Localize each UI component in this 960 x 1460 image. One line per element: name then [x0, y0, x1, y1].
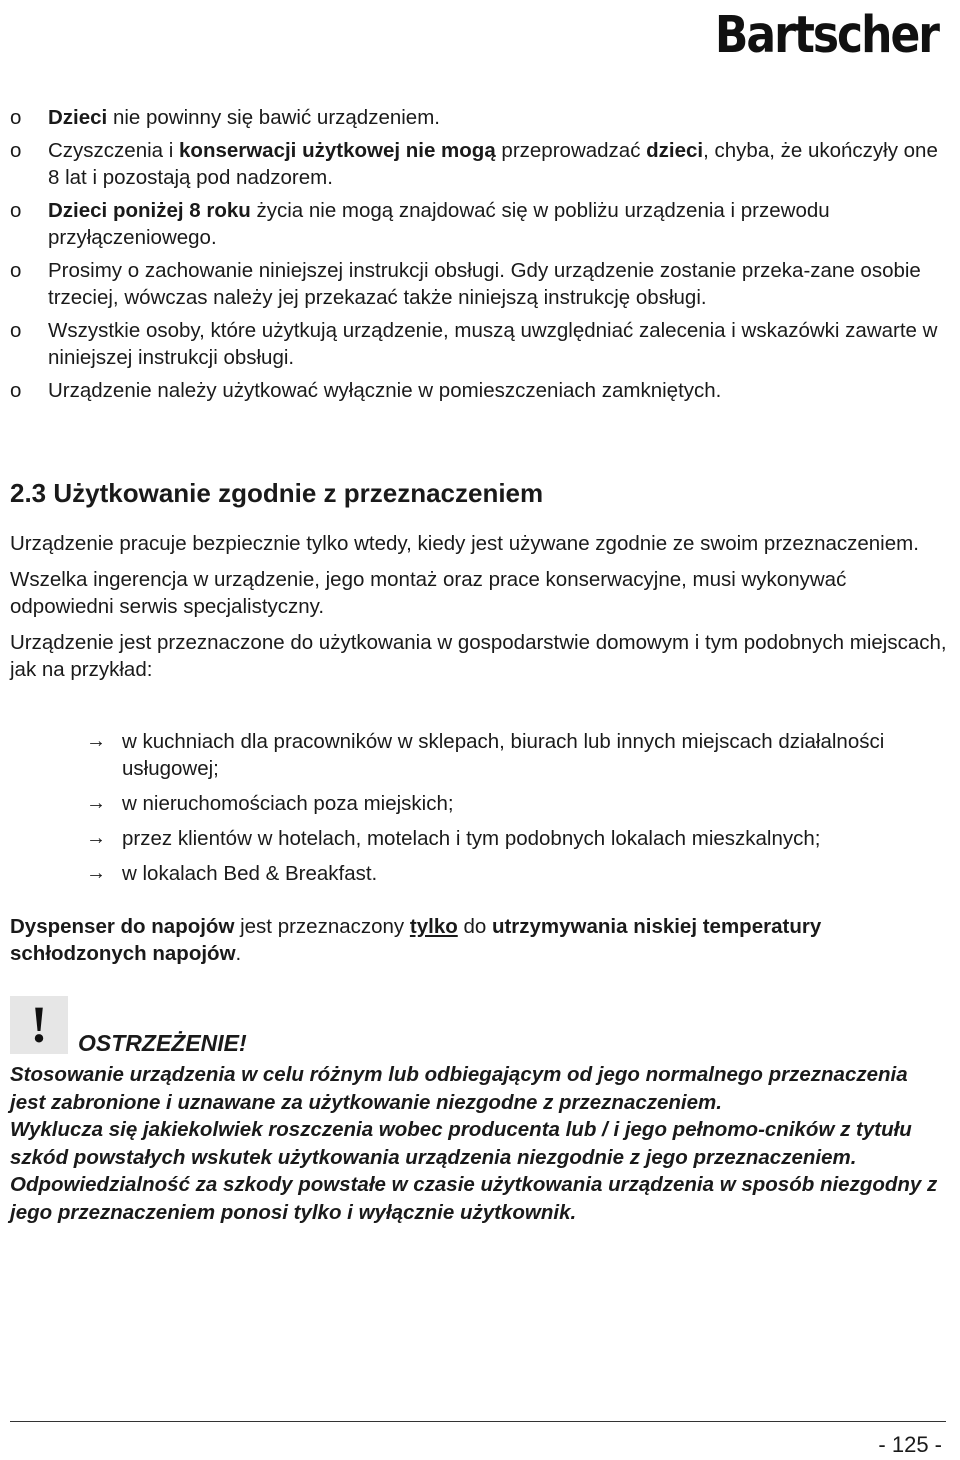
warning-paragraph: Odpowiedzialność za szkody powstałe w czasie użytkowania urządzenia w sposób niezgodny z jego przeznaczeniem ponosi tylko i wyłącznie użytkownik. — [10, 1173, 938, 1224]
bullet-item — [10, 377, 950, 404]
bullet-marker: o — [10, 106, 22, 129]
warning-text — [10, 1061, 940, 1226]
footer-divider — [10, 1421, 946, 1422]
bullet-text: Czyszczenia i — [48, 139, 180, 162]
bullet-text: , chyba, że ukończyły one 8 lat i pozostają pod nadzorem. — [48, 139, 938, 189]
emphasis-only: tylko — [409, 915, 458, 938]
warning-title: OSTRZEŻENIE! — [78, 1030, 247, 1056]
bullet-item — [10, 257, 950, 311]
bullet-marker: o — [10, 139, 22, 162]
arrow-item-text: przez klientów w hotelach, motelach i tym podobnych lokalach mieszkalnych; — [122, 827, 821, 850]
bullet-item — [10, 317, 950, 371]
bullet-marker: o — [10, 199, 22, 222]
bullet-text: przeprowadzać — [495, 139, 647, 162]
arrow-item — [10, 790, 950, 817]
bullet-text-bold: dzieci — [646, 139, 704, 162]
bullet-marker: o — [10, 259, 22, 282]
dispenser-statement — [10, 913, 955, 967]
arrow-icon: → — [86, 827, 106, 849]
bullet-list — [10, 104, 950, 410]
page-number: - 125 - — [878, 1432, 942, 1457]
bullet-text: Urządzenie należy użytkować wyłącznie w pomieszczeniach zamkniętych. — [48, 379, 722, 402]
arrow-icon: → — [86, 862, 106, 884]
bullet-text: Wszystkie osoby, które użytkują urządzenie, muszą uwzględniać zalecenia i wskazówki zawarte w niniejszej instrukcji obsługi. — [48, 319, 938, 369]
dispenser-text: do — [457, 915, 492, 938]
bullet-item — [10, 197, 950, 251]
bullet-text: Prosimy o zachowanie niniejszej instrukcji obsługi. Gdy urządzenie zostanie przeka-zane osobie trzeciej, wówczas należy jej przekazać także niniejszą instrukcję obsługi. — [48, 259, 921, 309]
bullet-text-bold: Dzieci poniżej 8 roku — [48, 199, 251, 222]
dispenser-purpose: utrzymywania niskiej temperatury schłodzonych napojów — [10, 915, 822, 965]
bullet-text-bold: konserwacji użytkowej nie mogą — [179, 139, 496, 162]
dispenser-text: . — [235, 942, 242, 965]
arrow-item-text: w nieruchomościach poza miejskich; — [122, 792, 454, 815]
arrow-icon: → — [86, 792, 106, 814]
warning-paragraph: Stosowanie urządzenia w celu różnym lub odbiegającym od jego normalnego przeznaczenia jest zabronione i uznawane za użytkowanie niezgodne z przeznaczeniem. — [10, 1063, 908, 1114]
bullet-text: życia nie mogą znajdować się w pobliżu urządzenia i przewodu przyłączeniowego. — [48, 199, 830, 249]
arrow-item-text: w lokalach Bed & Breakfast. — [122, 862, 378, 885]
arrow-icon: → — [86, 730, 106, 752]
dispenser-text: jest przeznaczony — [234, 915, 410, 938]
section-2-3 — [10, 476, 950, 692]
paragraph: Wszelka ingerencja w urządzenie, jego montaż oraz prace konserwacyjne, musi wykonywać odpowiedni serwis specjalistyczny. — [10, 568, 847, 618]
paragraph: Urządzenie pracuje bezpiecznie tylko wtedy, kiedy jest używane zgodnie ze swoim przeznaczeniem. — [10, 532, 919, 555]
arrow-item — [10, 825, 950, 852]
paragraph: Urządzenie jest przeznaczone do użytkowania w gospodarstwie domowym i tym podobnych miejscach, jak na przykład: — [10, 631, 947, 681]
arrow-list — [10, 728, 950, 895]
bullet-text-bold: Dzieci — [48, 106, 108, 129]
bullet-marker: o — [10, 379, 22, 402]
arrow-item — [10, 860, 950, 887]
dispenser-name: Dyspenser do napojów — [10, 915, 235, 938]
bullet-text: nie powinny się bawić urządzeniem. — [107, 106, 440, 129]
bullet-marker: o — [10, 319, 22, 342]
bullet-item — [10, 137, 950, 191]
section-heading: 2.3 Użytkowanie zgodnie z przeznaczeniem — [10, 478, 544, 508]
arrow-item-text: w kuchniach dla pracowników w sklepach, biurach lub innych miejscach działalności usługowej; — [122, 730, 885, 780]
bartscher-logo: Bartscher — [714, 6, 938, 65]
warning-paragraph: Wyklucza się jakiekolwiek roszczenia wobec producenta lub / i jego pełnomo-cników z tytułu szkód powstałych wskutek użytkowania urządzenia niezgodnie z jego przeznaczeniem. — [10, 1118, 912, 1169]
bullet-item — [10, 104, 950, 131]
arrow-item — [10, 728, 950, 782]
warning-icon: ! — [10, 996, 68, 1054]
